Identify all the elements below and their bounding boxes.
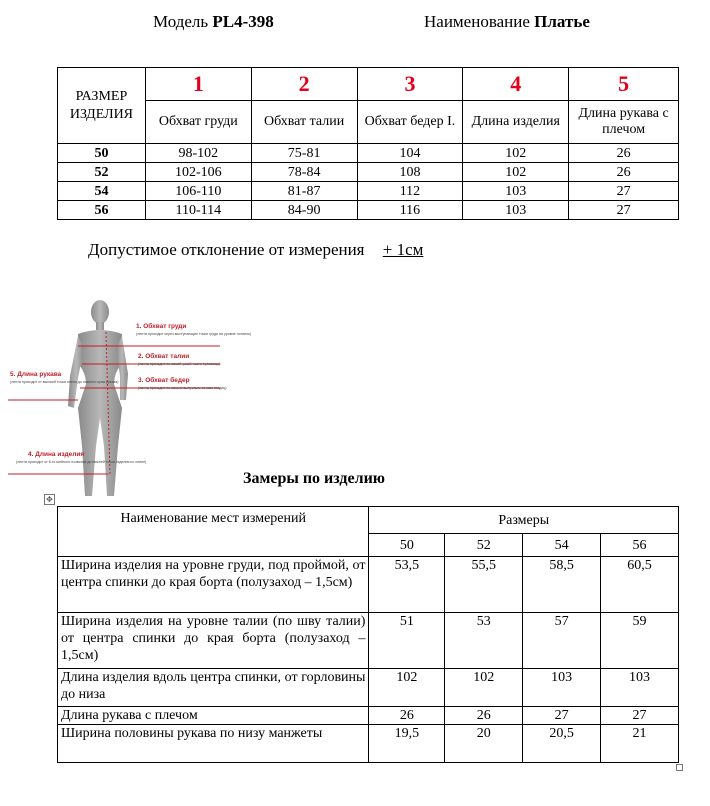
figure-label-hips: 3. Обхват бедер <box>138 377 190 384</box>
tolerance-value: + 1см <box>382 240 424 259</box>
table-cell: 75-81 <box>251 144 357 163</box>
table-cell: 26 <box>569 144 679 163</box>
measure-name: Длина изделия вдоль центра спинки, от горловины до низа <box>58 669 369 707</box>
measure-name: Ширина изделия на уровне талии (по шву талии) от центра спинки до края борта (полузаход – 1,5см) <box>58 613 369 669</box>
size-cell: 56 <box>58 201 146 220</box>
figure-label-length: 4. Длина изделия <box>28 451 85 458</box>
measurements-title: Замеры по изделию <box>243 470 386 487</box>
header-sizes: Размеры <box>369 507 679 534</box>
table-cell: 21 <box>601 725 679 763</box>
table-row <box>58 201 679 220</box>
measure-name: Ширина половины рукава по низу манжеты <box>58 725 369 763</box>
size-cell: 54 <box>58 182 146 201</box>
column-number: 1 <box>145 68 251 101</box>
table-row <box>58 707 679 725</box>
table-cell: 20 <box>445 725 523 763</box>
table-cell: 20,5 <box>523 725 601 763</box>
figure-note-hips: (лента проходит по самым выпуклым точкам ягодиц) <box>138 386 227 390</box>
size-header-cell: 54 <box>523 534 601 557</box>
table-cell: 78-84 <box>251 163 357 182</box>
table-cell: 19,5 <box>369 725 445 763</box>
figure-note-sleeve: (лента проходит от высшей точки плеча до нижнего края рукава) <box>10 380 119 384</box>
table-move-handle-icon[interactable]: ✥ <box>44 494 55 505</box>
size-cell: 52 <box>58 163 146 182</box>
table-cell: 26 <box>569 163 679 182</box>
column-number: 3 <box>357 68 463 101</box>
table-cell: 27 <box>569 182 679 201</box>
model-line <box>153 12 274 32</box>
table-cell: 102 <box>463 163 569 182</box>
size-corner-label: РАЗМЕР ИЗДЕЛИЯ <box>58 68 146 144</box>
table-cell: 102 <box>445 669 523 707</box>
table-cell: 26 <box>445 707 523 725</box>
model-label: Модель <box>153 12 209 31</box>
table-resize-handle[interactable] <box>676 764 683 771</box>
table-cell: 103 <box>523 669 601 707</box>
table-cell: 57 <box>523 613 601 669</box>
figure-note-length: (лента проходит от 6-го шейного позвонка до нижней точки изделия по спине) <box>16 460 147 464</box>
header-place-name: Наименование мест измерений <box>58 507 369 557</box>
table-cell: 27 <box>569 201 679 220</box>
table-cell: 98-102 <box>145 144 251 163</box>
size-header-cell: 52 <box>445 534 523 557</box>
measurement-figure <box>8 296 252 506</box>
table-cell: 26 <box>369 707 445 725</box>
column-number: 2 <box>251 68 357 101</box>
column-number: 5 <box>569 68 679 101</box>
model-value: PL4-398 <box>212 12 274 31</box>
table-cell: 106-110 <box>145 182 251 201</box>
tolerance-text: Допустимое отклонение от измерения <box>88 240 365 259</box>
table-row <box>58 182 679 201</box>
name-value: Платье <box>534 12 590 31</box>
column-label: Длина рукава с плечом <box>569 101 679 144</box>
table-cell: 108 <box>357 163 463 182</box>
column-label: Обхват груди <box>145 101 251 144</box>
table-row <box>58 669 679 707</box>
name-label: Наименование <box>424 12 530 31</box>
name-line <box>424 12 590 32</box>
table-cell: 53,5 <box>369 557 445 613</box>
tolerance-line <box>88 240 423 260</box>
size-table <box>57 67 679 220</box>
figure-label-chest: 1. Обхват груди <box>136 323 187 330</box>
table-cell: 27 <box>523 707 601 725</box>
table-cell: 81-87 <box>251 182 357 201</box>
measure-name: Длина рукава с плечом <box>58 707 369 725</box>
table-cell: 102-106 <box>145 163 251 182</box>
figure-note-waist: (лента проходит по самой узкой части туловища) <box>138 362 221 366</box>
table-cell: 58,5 <box>523 557 601 613</box>
table-cell: 102 <box>369 669 445 707</box>
body-silhouette <box>68 300 128 496</box>
column-label: Обхват бедер I. <box>357 101 463 144</box>
table-cell: 55,5 <box>445 557 523 613</box>
measurements-table <box>57 506 679 763</box>
table-cell: 27 <box>601 707 679 725</box>
size-header-cell: 50 <box>369 534 445 557</box>
table-cell: 103 <box>601 669 679 707</box>
column-number: 4 <box>463 68 569 101</box>
table-cell: 103 <box>463 201 569 220</box>
table-cell: 60,5 <box>601 557 679 613</box>
column-label: Обхват талии <box>251 101 357 144</box>
table-row <box>58 144 679 163</box>
table-row <box>58 163 679 182</box>
table-cell: 110-114 <box>145 201 251 220</box>
table-cell: 112 <box>357 182 463 201</box>
column-label: Длина изделия <box>463 101 569 144</box>
table-cell: 116 <box>357 201 463 220</box>
table-cell: 59 <box>601 613 679 669</box>
figure-label-sleeve: 5. Длина рукава <box>10 371 62 378</box>
table-row <box>58 613 679 669</box>
table-cell: 51 <box>369 613 445 669</box>
table-cell: 103 <box>463 182 569 201</box>
table-cell: 102 <box>463 144 569 163</box>
measure-name: Ширина изделия на уровне груди, под проймой, от центра спинки до края борта (полузаход – 1,5см) <box>58 557 369 613</box>
size-cell: 50 <box>58 144 146 163</box>
table-row <box>58 557 679 613</box>
size-header-cell: 56 <box>601 534 679 557</box>
table-cell: 104 <box>357 144 463 163</box>
figure-note-chest: (лента проходит через выступающие точки груди на уровне лопаток) <box>136 332 252 336</box>
table-cell: 84-90 <box>251 201 357 220</box>
table-cell: 53 <box>445 613 523 669</box>
table-row <box>58 725 679 763</box>
figure-label-waist: 2. Обхват талии <box>138 353 190 360</box>
